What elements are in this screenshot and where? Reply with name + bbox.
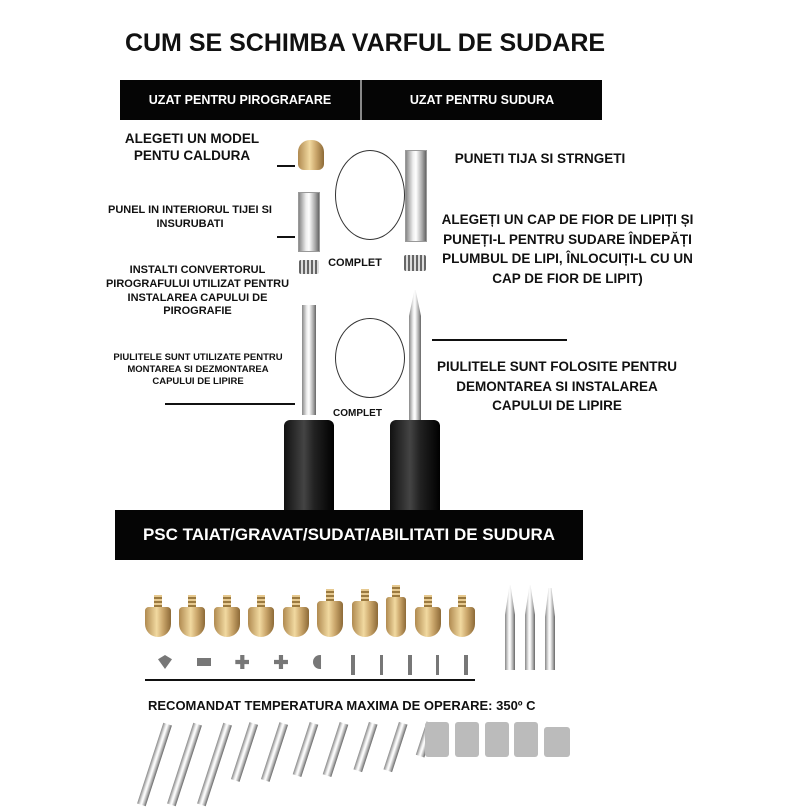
connector-line	[432, 339, 567, 341]
temperature-note: RECOMANDAT TEMPERATURA MAXIMA DE OPERARE: 350º C	[148, 698, 536, 713]
divider	[145, 679, 475, 681]
step-install-converter: INSTALTI CONVERTORUL PIROGRAFULUI UTILIZAT PENTRU INSTALAREA CAPULUI DE PIROGRAFIE	[105, 264, 290, 318]
line-shape-icon	[436, 655, 439, 675]
detail-circle-bottom	[335, 318, 405, 398]
solder-tip	[322, 722, 348, 777]
solder-tip	[137, 723, 172, 807]
header-pyrography: UZAT PENTRU PIROGRAFARE	[148, 93, 332, 107]
complet-label-top: COMPLET	[328, 257, 382, 269]
brass-tip	[415, 595, 441, 637]
brass-tip	[179, 595, 205, 637]
soldering-tip	[409, 290, 421, 420]
page-title: CUM SE SCHIMBA VARFUL DE SUDARE	[124, 29, 606, 57]
brass-tip	[449, 595, 475, 637]
stamp-tip	[485, 722, 509, 757]
features-band: PSC TAIAT/GRAVAT/SUDAT/ABILITATI DE SUDURA	[115, 510, 583, 560]
brass-tip	[352, 589, 378, 637]
solder-tip	[197, 723, 232, 807]
clover-shape-icon	[274, 655, 288, 669]
complet-label-bottom: COMPLET	[333, 408, 382, 419]
solder-tip	[231, 722, 258, 782]
brass-tip	[317, 589, 343, 637]
detail-circle-top	[335, 150, 405, 240]
brass-tip	[283, 595, 309, 637]
connector-line	[165, 403, 295, 405]
connector-line	[277, 165, 295, 167]
moon-shape-icon	[313, 655, 327, 669]
step-insert-screw: PUNEL IN INTERIORUL TIJEI SI INSURUBATI	[107, 204, 272, 230]
solder-tip	[261, 722, 288, 782]
pen-shaft	[302, 305, 316, 415]
solder-tip	[167, 723, 202, 807]
solder-tip-conical	[525, 585, 535, 670]
bar-shape-icon	[197, 658, 211, 666]
column-header-bar	[120, 80, 602, 120]
solder-tip	[292, 722, 318, 777]
diamond-shape-icon	[158, 655, 172, 669]
solder-tip-fine	[505, 585, 515, 670]
step-put-rod: PUNETI TIJA SI STRNGETI	[454, 151, 626, 166]
stamp-tip	[455, 722, 479, 757]
pen-handle	[284, 420, 334, 510]
header-soldering: UZAT PENTRU SUDURA	[360, 80, 602, 120]
brass-tip	[214, 595, 240, 637]
stamp-tip	[514, 722, 538, 757]
nut	[404, 255, 426, 271]
soldering-sleeve	[405, 150, 427, 242]
sleeve-tube	[298, 192, 320, 252]
connector-line	[277, 236, 295, 238]
step-choose-solder-tip: ALEGEȚI UN CAP DE FIOR DE LIPIȚI ȘI PUNEȚI-L PENTRU SUDARE ÎNDEPĂȚI PLUMBUL DE LIPI, ÎNLOCUIȚI-L CU UN CAP DE FIOR DE LIPIT)	[441, 212, 694, 286]
nut	[299, 260, 319, 274]
solder-tip	[353, 722, 377, 772]
pyrography-tip	[298, 140, 324, 170]
curve-shape-icon	[351, 655, 355, 675]
flower-shape-icon	[235, 655, 249, 669]
curve-shape-icon	[464, 655, 468, 675]
stamp-tip	[544, 727, 570, 757]
step-nuts-left: PIULITELE SUNT UTILIZATE PENTRU MONTAREA SI DEZMONTAREA CAPULUI DE LIPIRE	[113, 352, 283, 387]
stamp-tip	[425, 722, 449, 757]
step-choose-model: ALEGETI UN MODEL PENTU CALDURA	[124, 131, 260, 163]
brass-tip	[145, 595, 171, 637]
solder-tip	[383, 722, 407, 772]
pyrography-tips-row	[145, 585, 475, 637]
pen-handle	[390, 420, 440, 510]
line-shape-icon	[380, 655, 383, 675]
step-nuts-right: PIULITELE SUNT FOLOSITE PENTRU DEMONTAREA SI INSTALAREA CAPULUI DE LIPIRE	[436, 359, 677, 414]
solder-tips-row	[150, 722, 430, 807]
solder-tip-round	[545, 588, 555, 670]
curve-shape-icon	[408, 655, 412, 675]
brass-tip	[248, 595, 274, 637]
brass-tip	[386, 585, 406, 637]
stamp-tips-row	[425, 722, 570, 757]
tip-shape-symbols	[158, 655, 468, 675]
